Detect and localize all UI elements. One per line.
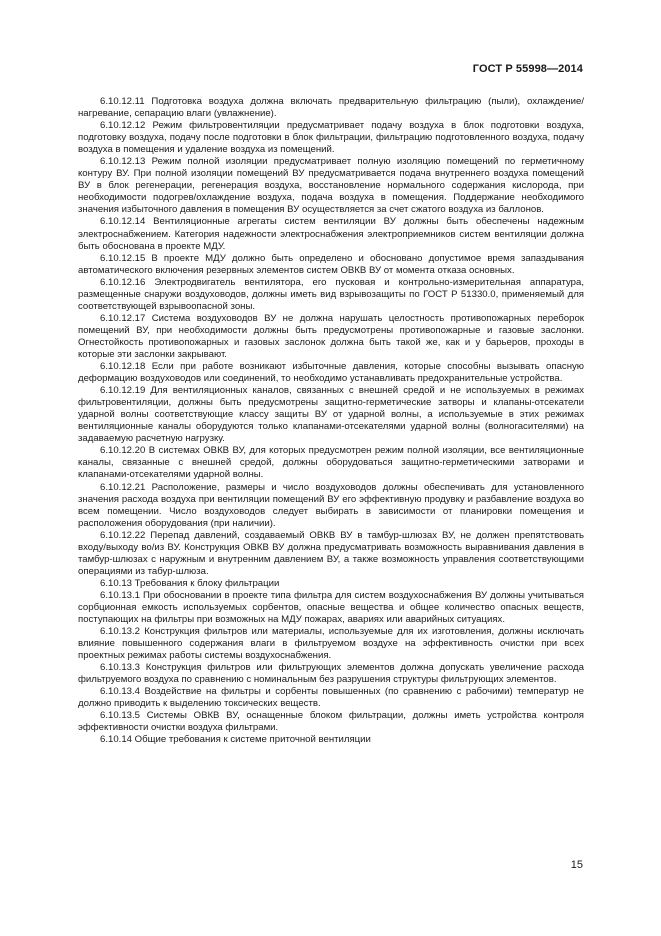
document-body <box>78 96 584 747</box>
paragraph-6-10-12-17: 6.10.12.17 Система воздуховодов ВУ не должна нарушать целостность противопожарных перебоpок помещений ВУ, при необходимости должны быть предусмотрены противопожарные и газовые заслонки. Огнестойкость противопожарных и газовых заслонок должна быть такой же, как и у барьеров, проходы в которые эти заслонки закрывают. <box>78 312 584 360</box>
paragraph-6-10-13-1: 6.10.13.1 При обосновании в проекте типа фильтра для систем воздухоснабжения ВУ должны учитываться сорбционная емкость используемых сорбентов, опасные вещества и общее количество опасных веществ, поступающих на фильтры при возможных на МДУ пожарах, авариях или аварийных ситуациях. <box>78 589 584 626</box>
paragraph-6-10-12-12: 6.10.12.12 Режим фильтровентиляции предусматривает подачу воздуха в блок подготовки воздуха, подготовку воздуха, подачу после подготовки в блок фильтрации, фильтрацию подготовленного воздуха, подачу воздуха в помещения и удаление воздуха из помещений. <box>78 120 584 156</box>
paragraph-6-10-12-22: 6.10.12.22 Перепад давлений, создаваемый ОВКВ ВУ в тамбур-шлюзах ВУ, не должен препятствовать входу/выходу во/из ВУ. Конструкция ОВКВ ВУ должна предусматривать возможность выравнивания давления в тамбур-шлюзах с наружным и внутренним давлением ВУ, а также возможность управления соответствующими операциями из табур-шлюза. <box>78 529 584 577</box>
document-header: ГОСТ Р 55998—2014 <box>472 63 583 75</box>
section-heading-6-10-14: 6.10.14 Общие требования к системе приточной вентиляции <box>100 734 371 746</box>
paragraph-6-10-12-11: 6.10.12.11 Подготовка воздуха должна включать предварительную фильтрацию (пыли), охлаждение/нагревание, сепарацию влаги (увлажнение). <box>78 96 584 120</box>
paragraph-6-10-12-18: 6.10.12.18 Если при работе возникают избыточные давления, которые способны вызывать опасную деформацию воздуховодов или соединений, то необходимо устанавливать предохранительные устройства. <box>78 361 584 385</box>
paragraph-6-10-13-2: 6.10.13.2 Конструкция фильтров или материалы, используемые для их изготовления, должны исключать влияние повышенного содержания влаги в фильтруемом воздухе на эффективность очистки при всех проектных режимах работы системы воздухоснабжения. <box>78 626 584 662</box>
paragraph-6-10-13-3: 6.10.13.3 Конструкция фильтров или фильтрующих элементов должна допускать увеличение расхода фильтруемого воздуха по сравнению с номинальным без разрушения структуры фильтрующих элементов. <box>78 662 584 686</box>
section-heading-6-10-13: 6.10.13 Требования к блоку фильтрации <box>100 577 280 589</box>
paragraph-6-10-13-5: 6.10.13.5 Системы ОВКВ ВУ, оснащенные блоком фильтрации, должны иметь устройства контроля эффективности очистки воздуха фильтрами. <box>78 710 584 734</box>
page-number: 15 <box>570 859 583 871</box>
paragraph-6-10-12-16: 6.10.12.16 Электродвигатель вентилятора, его пусковая и контрольно-измерительная аппаратура, размещенные снаружи воздуховодов, должны иметь вид взрывозащиты по ГОСТ Р 51330.0, применяемый для соответствующей взрывоопасной зоны. <box>78 276 584 312</box>
paragraph-6-10-12-21: 6.10.12.21 Расположение, размеры и число воздуховодов должны обеспечивать для установленного значения расхода воздуха при вентиляции помещений ВУ его эффективную продувку и разбавление воздуха во всем помещении. Число воздуховодов следует выбирать в зависимости от планировки помещения и расположения оборудования (при наличии). <box>78 481 584 529</box>
paragraph-6-10-13-4: 6.10.13.4 Воздействие на фильтры и сорбенты повышенных (по сравнению с рабочими) температур не должно приводить к выделению токсических веществ. <box>78 686 584 710</box>
paragraph-6-10-12-19: 6.10.12.19 Для вентиляционных каналов, связанных с внешней средой и не используемых в режимах фильтровентиляции, должны быть предусмотрены защитно-герметические затворы и клапаны-отсекатели ударной волны соответствующие классу защиты ВУ от ударной волны, а используемые в этих режимах вентиляционные каналы оборудуются только клапанами-отсекателями ударной волны (волногасителями) на задаваемую расчетную нагрузку. <box>78 385 584 445</box>
paragraph-6-10-12-20: 6.10.12.20 В системах ОВКВ ВУ, для которых предусмотрен режим полной изоляции, все вентиляционные каналы, связанные с внешней средой, должны оборудоваться защитно-герметическими затворами и клапанами-отсекателями ударной волны. <box>78 445 584 481</box>
paragraph-6-10-12-13: 6.10.12.13 Режим полной изоляции предусматривает полную изоляцию помещений по герметичному контуру ВУ. При полной изоляции помещений ВУ предусматривается подача внутреннего воздуха помещений ВУ в блок регенерации, регенерация воздуха, восстановление нормального содержания кислорода, при необходимости подогрев/охлаждение воздуха, подача воздуха в помещения. Поддержание необходимого значения избыточного давления в помещения ВУ осуществляется за счет сжатого воздуха из баллонов. <box>78 156 584 216</box>
paragraph-6-10-12-14: 6.10.12.14 Вентиляционные агрегаты систем вентиляции ВУ должны быть обеспечены надежным электроснабжением. Категория надежности электроснабжения электроприемников систем вентиляции должна быть обоснована в проекте МДУ. <box>78 216 584 252</box>
paragraph-6-10-12-15: 6.10.12.15 В проекте МДУ должно быть определено и обосновано допустимое время запаздывания автоматического включения резервных элементов систем ОВКВ ВУ от момента отказа основных. <box>78 252 584 276</box>
